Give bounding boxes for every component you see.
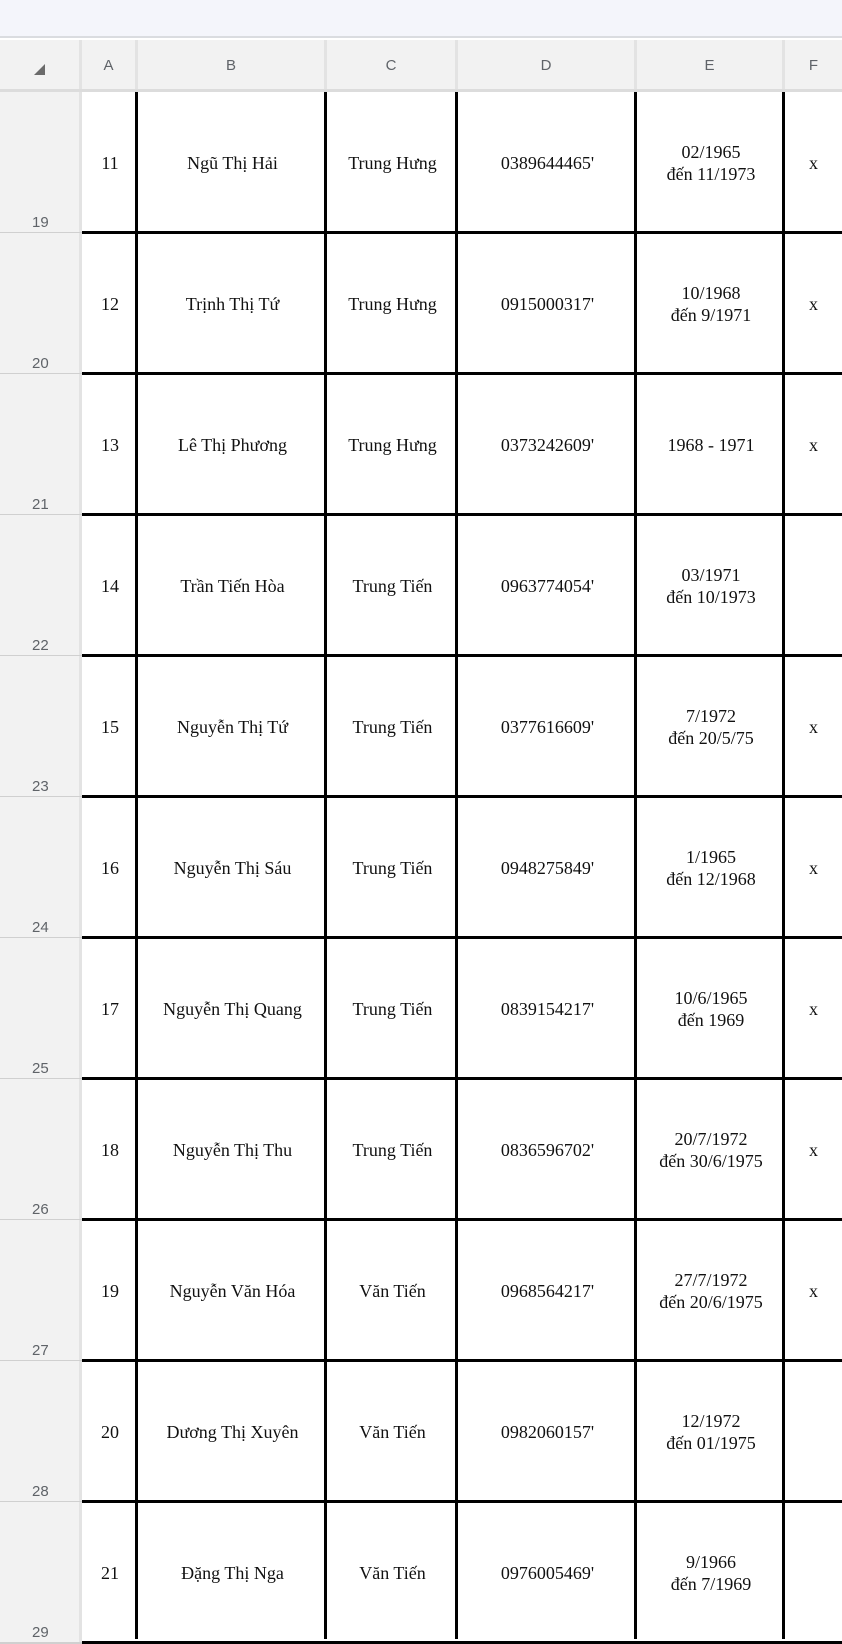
table-row [82,938,842,1079]
cell-commune[interactable]: Trung Hưng [348,152,437,173]
cell-period[interactable]: 03/1971 đến 10/1973 [666,564,756,607]
row-number: 20 [32,355,49,372]
gridline-h [82,372,842,375]
cell-period[interactable]: 20/7/1972 đến 30/6/1975 [659,1128,763,1171]
cell-period[interactable]: 1968 - 1971 [667,434,755,455]
row-header[interactable] [0,797,82,938]
cell-period[interactable]: 27/7/1972 đến 20/6/1975 [659,1269,763,1312]
gridline-v [634,92,637,1639]
row-header[interactable] [0,515,82,656]
row-header[interactable] [0,1361,82,1502]
cell-stt[interactable]: 20 [101,1421,119,1442]
row-header[interactable] [0,938,82,1079]
cell-period[interactable]: 10/1968 đến 9/1971 [670,282,752,325]
gridline-v [782,92,785,1639]
cell-mark[interactable] [785,1502,842,1643]
table-row [82,1220,842,1361]
cell-commune[interactable]: Văn Tiến [359,1280,426,1301]
cell-stt[interactable]: 19 [101,1280,119,1301]
cell-period[interactable]: 7/1972 đến 20/5/75 [668,705,754,748]
row-number: 27 [32,1342,49,1359]
table-row [82,797,842,938]
cell-stt[interactable]: 12 [101,293,119,314]
cell-stt[interactable]: 13 [101,434,119,455]
row-number: 21 [32,496,49,513]
cell-period[interactable]: 10/6/1965 đến 1969 [674,987,748,1030]
gridline-h [82,654,842,657]
cell-phone[interactable]: 0968564217' [500,1280,595,1301]
row-header[interactable] [0,92,82,233]
table-row [82,1502,842,1643]
gridline-h [82,1077,842,1080]
cell-name[interactable]: Nguyễn Thị Tứ [176,716,289,737]
cell-commune[interactable]: Văn Tiến [359,1421,426,1442]
cell-name[interactable]: Nguyễn Thị Quang [163,998,302,1019]
table-row [82,1361,842,1502]
gridline-v [135,92,138,1639]
table-row [82,656,842,797]
cell-name[interactable]: Trịnh Thị Tứ [185,293,280,314]
cell-stt[interactable]: 21 [101,1562,119,1583]
cell-period[interactable]: 12/1972 đến 01/1975 [666,1410,756,1453]
row-header[interactable] [0,1079,82,1220]
cell-phone[interactable]: 0963774054' [500,575,595,596]
gridline-h [82,1359,842,1362]
cell-name[interactable]: Ngũ Thị Hải [187,152,278,173]
row-number: 26 [32,1201,49,1218]
gridline-h [82,795,842,798]
gridline-h [82,231,842,234]
row-number: 24 [32,919,49,936]
cell-stt[interactable]: 17 [101,998,119,1019]
column-header-c[interactable]: C [327,40,458,91]
cell-commune[interactable]: Trung Hưng [348,434,437,455]
cell-name[interactable]: Lê Thị Phương [178,434,287,455]
cell-phone[interactable]: 0836596702' [500,1139,595,1160]
row-number: 22 [32,637,49,654]
cell-mark[interactable]: x [809,434,818,455]
cell-mark[interactable]: x [809,716,818,737]
cell-phone[interactable]: 0982060157' [500,1421,595,1442]
cell-period[interactable]: 02/1965 đến 11/1973 [666,141,756,184]
cell-commune[interactable]: Trung Tiến [352,716,433,737]
cell-name[interactable]: Nguyễn Thị Thu [172,1139,293,1160]
cell-phone[interactable]: 0948275849' [500,857,595,878]
column-header-a[interactable]: A [82,40,138,91]
cell-name[interactable]: Trần Tiến Hòa [180,575,285,596]
cell-phone[interactable]: 0389644465' [500,152,595,173]
cell-mark[interactable]: x [809,1280,818,1301]
gridline-v [324,92,327,1639]
cell-mark[interactable]: x [809,293,818,314]
cell-mark[interactable]: x [809,998,818,1019]
cell-name[interactable]: Nguyễn Thị Sáu [173,857,292,878]
cell-mark[interactable]: x [809,152,818,173]
cell-commune[interactable]: Trung Tiến [352,857,433,878]
cell-stt[interactable]: 14 [101,575,119,596]
row-number: 25 [32,1060,49,1077]
table-row [82,233,842,374]
cell-commune[interactable]: Trung Tiến [352,575,433,596]
cell-name[interactable]: Dương Thị Xuyên [166,1421,299,1442]
cell-phone[interactable]: 0915000317' [500,293,595,314]
cell-phone[interactable]: 0976005469' [500,1562,595,1583]
gridline-h [82,513,842,516]
row-number: 29 [32,1624,49,1641]
column-header-f[interactable]: F [785,40,842,91]
select-all-icon [34,64,45,75]
cell-mark[interactable]: x [809,857,818,878]
cell-phone[interactable]: 0377616609' [500,716,595,737]
table-row [82,515,842,656]
table-row [82,374,842,515]
cell-commune[interactable]: Trung Tiến [352,1139,433,1160]
cell-commune[interactable]: Văn Tiến [359,1562,426,1583]
cell-commune[interactable]: Trung Hưng [348,293,437,314]
cell-period[interactable]: 9/1966 đến 7/1969 [670,1551,752,1594]
table-row [82,92,842,233]
gridline-h [82,936,842,939]
gridline-h [82,1500,842,1503]
row-header[interactable] [0,1220,82,1361]
select-all-corner[interactable] [0,40,82,91]
gridline-v [455,92,458,1639]
table-row [82,1079,842,1220]
cell-mark[interactable]: x [809,1139,818,1160]
cell-phone[interactable]: 0839154217' [500,998,595,1019]
row-number: 23 [32,778,49,795]
cell-mark[interactable] [785,1361,842,1502]
cell-stt[interactable]: 15 [101,716,119,737]
row-number: 19 [32,214,49,231]
cell-stt[interactable]: 16 [101,857,119,878]
cell-mark[interactable] [785,515,842,656]
column-header-b[interactable]: B [138,40,327,91]
row-header[interactable] [0,1502,82,1643]
cell-stt[interactable]: 18 [101,1139,119,1160]
cell-name[interactable]: Đặng Thị Nga [181,1562,284,1583]
row-header[interactable] [0,656,82,797]
cell-phone[interactable]: 0373242609' [500,434,595,455]
cell-commune[interactable]: Trung Tiến [352,998,433,1019]
row-number: 28 [32,1483,49,1500]
column-header-d[interactable]: D [458,40,637,91]
cell-period[interactable]: 1/1965 đến 12/1968 [666,846,756,889]
row-header[interactable] [0,233,82,374]
gridline-h [82,1218,842,1221]
cell-name[interactable]: Nguyễn Văn Hóa [169,1280,296,1301]
top-toolbar [0,0,842,38]
cell-stt[interactable]: 11 [101,152,119,173]
row-header[interactable] [0,374,82,515]
column-header-e[interactable]: E [637,40,785,91]
